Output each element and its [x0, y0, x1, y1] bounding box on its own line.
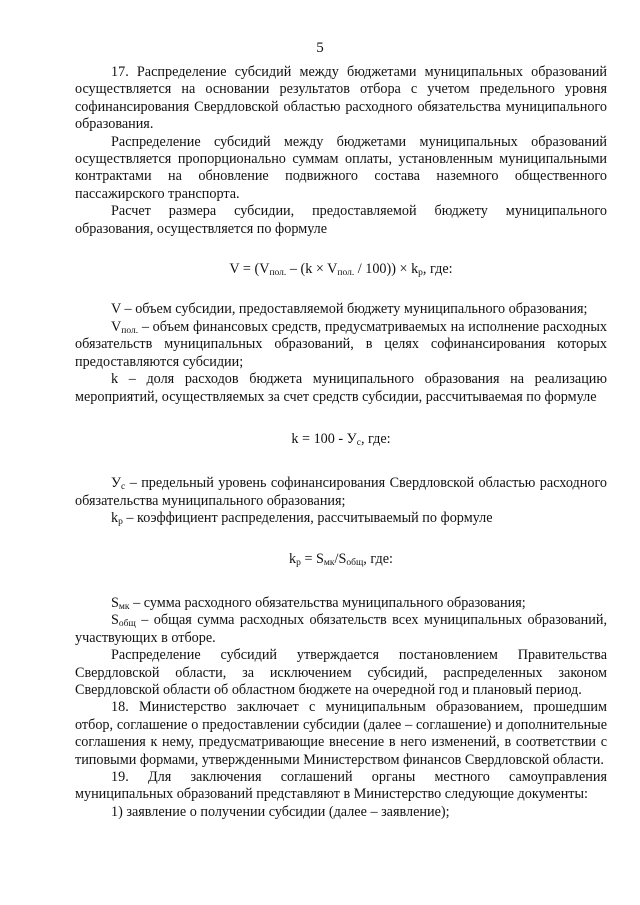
formula-kp: $k_р = S_{мк}/S_{общ}$, где: — [289, 550, 393, 568]
list-item-1: 1) заявление о получении субсидии (далее – заявление); — [111, 803, 450, 820]
definition-sobsh: $S_{общ}$ – общая сумма расходных обязательств всех муниципальных образований, участвующих в отборе. — [75, 612, 607, 646]
formula-v: $V = (V_{пол.} - (k \times V_{пол.} / 100)) \times k_р$, где: — [229, 261, 453, 279]
definition-v: V – объем субсидии, предоставляемой бюджету муниципального образования; — [111, 301, 588, 318]
definition-smk: $S_{мк}$ – сумма расходного обязательства муниципального образования; — [111, 594, 526, 612]
definition-kp: $k_р$ – коэффициент распределения, рассчитываемый по формуле — [111, 510, 493, 528]
paragraph-19: 19. Для заключения соглашений органы местного самоуправления муниципальных образований представляют в Министерство следующие документы: — [75, 769, 607, 803]
paragraph-18: 18. Министерство заключает с муниципальным образованием, прошедшим отбор, соглашение о предоставлении субсидии (далее – соглашение) и дополнительные соглашения к нему, предусматривающие внесение в него изменений, в соответствии с типовыми формами, утвержденными Министерством финансов Свердловской области. — [75, 699, 607, 768]
paragraph-distribution: Распределение субсидий между бюджетами муниципальных образований осуществляется пропорционально суммам оплаты, установленным муниципальными контрактами на обновление подвижного состава наземного общественного пассажирского транспорта. — [75, 133, 607, 202]
definition-u: $У_с$ – предельный уровень софинансирования Свердловской областью расходного обязательства муниципального образования; — [75, 475, 607, 509]
page-number: 5 — [316, 40, 324, 56]
paragraph-calculation: Расчет размера субсидии, предоставляемой бюджету муниципального образования, осуществляется по формуле — [75, 203, 607, 237]
paragraph-approval: Распределение субсидий утверждается постановлением Правительства Свердловской области, за исключением субсидий, распределенных законом Свердловской области об областном бюджете на очередной год и плановый период. — [75, 647, 607, 698]
definition-v-pol: $V_{пол.}$ – объем финансовых средств, предусматриваемых на исполнение расходных обязательств муниципальных образований, в целях софинансирования которых предоставляются субсидии; — [75, 318, 607, 370]
document-body — [75, 64, 607, 821]
paragraph-17: 17. Распределение субсидий между бюджетами муниципальных образований осуществляется на основании результатов отбора с учетом предельного уровня софинансирования Свердловской областью расходного обязательства муниципального образования. — [75, 64, 607, 133]
definition-k: k – доля расходов бюджета муниципального образования на реализацию мероприятий, осуществляемых за счет средств субсидии, рассчитываемая по формуле — [75, 371, 607, 405]
formula-k: $k = 100 - У_с$, где: — [291, 430, 391, 448]
